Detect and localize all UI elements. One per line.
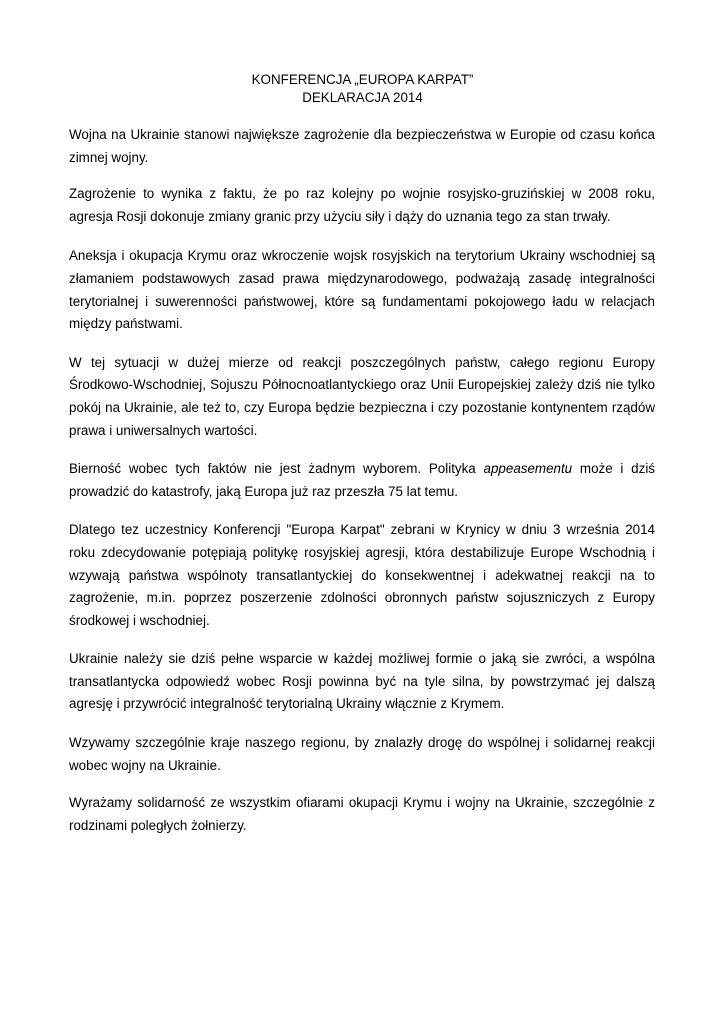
paragraph: Wojna na Ukrainie stanowi największe zagrożenie dla bezpieczeństwa w Europie od czasu końca zimnej wojny. (69, 127, 655, 165)
paragraph: Ukrainie należy sie dziś pełne wsparcie w każdej możliwej formie o jaką sie zwróci, a wspólna transatlantycka odpowiedź wobec Rosji powinna być na tyle silna, by powstrzymać jej dalszą agresję i przywrócić integralność terytorialną Ukrainy włącznie z Krymem. (69, 651, 655, 712)
paragraph: W tej sytuacji w dużej mierze od reakcji poszczególnych państw, całego regionu Europy Środkowo-Wschodniej, Sojuszu Północnoatlantyckiego oraz Unii Europejskiej zależy dziś nie tylko pokój na Ukrainie, ale też to, czy Europa będzie bezpieczna i czy pozostanie kontynentem rządów prawa i uniwersalnych wartości. (69, 354, 655, 438)
document-header (0, 71, 725, 107)
paragraph: Zagrożenie to wynika z faktu, że po raz kolejny po wojnie rosyjsko-gruzińskiej w 2008 roku, agresja Rosji dokonuje zmiany granic przy użyciu siły i dąży do uznania tego za stan trwały. (69, 186, 655, 224)
paragraph: Wyrażamy solidarność ze wszystkim ofiarami okupacji Krymu i wojny na Ukrainie, szczególnie z rodzinami poległych żołnierzy. (69, 795, 655, 833)
paragraph: Wzywamy szczególnie kraje naszego regionu, by znalazły drogę do wspólnej i solidarnej reakcji wobec wojny na Ukrainie. (69, 735, 655, 773)
paragraph-text: Bierność wobec tych faktów nie jest żadnym wyborem. Polityka (69, 461, 484, 477)
document-subtitle: DEKLARACJA 2014 (302, 90, 423, 105)
paragraph-with-emphasis (69, 458, 655, 503)
emphasized-term: appeasementu (483, 461, 573, 477)
document-title: KONFERENCJA „EUROPA KARPAT” (251, 72, 474, 87)
document-body (69, 124, 655, 837)
paragraph: Aneksja i okupacja Krymu oraz wkroczenie wojsk rosyjskich na terytorium Ukrainy wschodniej są złamaniem podstawowych zasad prawa międzynarodowego, podważają zasadę integralności terytorialnej i suwerenności państwowej, które są fundamentami pokojowego ładu w relacjach między państwami. (69, 248, 655, 332)
paragraph: Dlatego tez uczestnicy Konferencji "Europa Karpat" zebrani w Krynicy w dniu 3 września 2014 roku zdecydowanie potępiają politykę rosyjskiej agresji, która destabilizuje Europe Wschodnią i wzywają państwa wspólnoty transatlantyckiej do konsekwentnej i adekwatnej reakcji na to zagrożenie, m.in. poprzez poszerzenie zdolności obronnych państw sojuszniczych z Europy środkowej i wschodniej. (69, 522, 655, 628)
paragraph-text: może i dziś prowadzić do katastrofy, jaką Europa już raz przeszła 75 lat temu. (69, 461, 655, 499)
